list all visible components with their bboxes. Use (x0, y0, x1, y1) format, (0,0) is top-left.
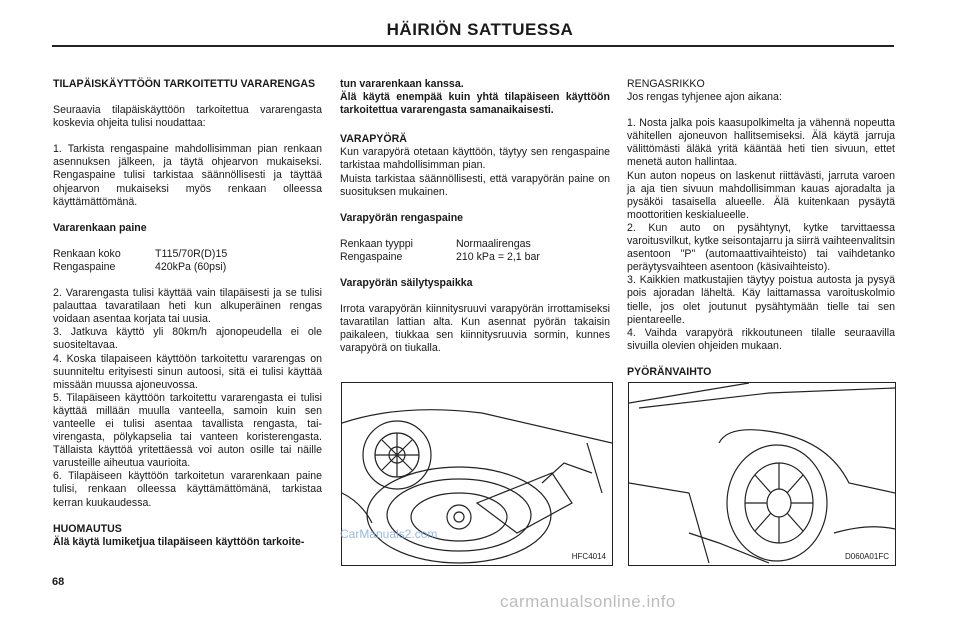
intro-paragraph: Seuraavia tilapäiskäyttöön tarkoitettua vararengasta koskevia ohjeita tulisi noudattaa: (53, 104, 322, 130)
spec-value: 210 kPa = 2,1 bar (456, 250, 540, 263)
step-3: 3. Kaikkien matkustajien täytyy poistua autosta ja pysyä pois ajoradan läheltä. Käy laittamassa varoituskolmio tielle, jos olet joutunut pysähtymään tielle tai sen pientareelle. (627, 274, 895, 326)
spec-value: Normaalirengas (456, 237, 531, 250)
spec-row-type (340, 238, 610, 251)
page-header-title: HÄIRIÖN SATTUESSA (386, 20, 574, 39)
instruction-3: 3. Jatkuva käyttö yli 80km/h ajonopeudella ei ole suositeltavaa. (53, 326, 322, 352)
figure-code: D060A01FC (844, 552, 889, 561)
column-right (627, 78, 895, 392)
watermark-right: carmanualsonline.info (500, 592, 676, 611)
header-rule (52, 45, 894, 47)
spec-value: 420kPa (60psi) (155, 260, 227, 273)
car-wheel-illustration (629, 383, 895, 565)
spec-row-size (53, 248, 322, 261)
figure-code: HFC4014 (571, 552, 606, 561)
spare-wheel-text-1: Kun varapyörä otetaan käyttöön, täytyy sen rengaspaine tarkistaa mahdollisimman pian. (340, 146, 610, 172)
flat-tire-title: RENGASRIKKO (627, 78, 705, 90)
spec-label: Renkaan koko (53, 247, 121, 260)
note-text: Älä käytä lumiketjua tilapäiseen käyttöön tarkoite- (53, 535, 305, 548)
watermark-left: CarManuals2.com (340, 527, 438, 541)
storage-heading: Varapyörän säilytyspaikka (340, 277, 473, 290)
figure-car-wheel (628, 382, 896, 566)
spec-row-pressure (53, 261, 322, 274)
page-number: 68 (52, 576, 65, 588)
spec-label: Renkaan tyyppi (340, 237, 414, 250)
instruction-2: 2. Vararengasta tulisi käyttää vain tilapäisesti ja se tulisi palauttaa tavaratilaan heti kun alkuperäinen rengas voidaan asentaa korjata tai uusia. (53, 287, 322, 326)
flat-tire-subtitle: Jos rengas tyhjenee ajon aikana: (627, 91, 782, 104)
instruction-4: 4. Koska tilapaiseen käyttöön tarkoitettu vararengas on suunniteltu erityisesti sinun autoosi, sitä ei tulisi käyttää missään muussa ajoneuvossa. (53, 352, 322, 391)
instruction-5: 5. Tilapäiseen käyttöön tarkoitettu vararengasta ei tulisi käyttää millään muulla vanteella, samoin kuin sen vanteelle ei tulisi asentaa tavallista rengasta, tai- virengasta, pölykapselia tai vanteen koristerengasta. Tällaista käyttöä yritettäessä voi auton osille tai näille varusteille aiheutua vaurioita. (53, 391, 322, 470)
column-middle (340, 78, 610, 369)
step-4: 4. Vaihda varapyörä rikkoutuneen tilalle seuraavilla sivuilla olevien ohjeiden mukaan. (627, 326, 895, 352)
temporary-spare-title: TILAPÄISKÄYTTÖÖN TARKOITETTU VARARENGAS (53, 78, 316, 90)
note-heading: HUOMAUTUS (53, 522, 122, 535)
spare-pressure-heading: Vararenkaan paine (53, 221, 147, 234)
step-1: 1. Nosta jalka pois kaasupolkimelta ja vähennä nopeutta vähitellen ajoneuvon hallitsemiseksi. Älä käytä jarruja välittömästi äläkä yritä kääntää heti tien sivuun, ettet menetä auton hallintaa. (627, 117, 895, 169)
spare-wheel-text-2: Muista tarkistaa säännöllisesti, että varapyörän paine on suosituksen mukainen. (340, 172, 610, 198)
storage-text: Irrota varapyörän kiinnitysruuvi varapyörän irrottamiseksi tavaratilan lattian alta. Kun asennat pyörän takaisin paikaleen, tiukkaa sen kiinnitysruuvia sormin, kunnes varapyörä on tiukalla. (340, 303, 610, 355)
spec-label: Rengaspaine (53, 260, 116, 273)
column-left (53, 78, 322, 562)
note-continued: tun vararenkaan kanssa. (340, 78, 464, 90)
step-1b: Kun auton nopeus on laskenut riittävästi, jarruta varoen ja aja tien sivuun mahdollisimman kauas ajoradalta ja pysäköi tasaisella alueelle. Älä kuitenkaan pysäytä moottoritien keskialueelle. (627, 169, 895, 221)
spare-pressure-heading: Varapyörän rengaspaine (340, 211, 464, 224)
step-2: 2. Kun auto on pysähtynyt, kytke tarvittaessa varoitusvilkut, kytke seisontajarru ja siirrä vaihteenvalitsin asentoon "P" (automaattivaihteisto) tai vaihdetanko peräytysvaihteen asentoon (käsivaihteisto). (627, 221, 895, 274)
spec-row-pressure (340, 251, 610, 264)
instruction-6: 6. Tilapäiseen käyttöön tarkoitetun vararenkaan paine tulisi, renkaan olleessa käyttämättömänä, tarkistaa kerran kuukaudessa. (53, 470, 322, 509)
wheel-change-heading: PYÖRÄNVAIHTO (627, 365, 712, 378)
spec-value: T115/70R(D)15 (155, 247, 228, 260)
instruction-1: 1. Tarkista rengaspaine mahdollisimman pian renkaan asennuksen jälkeen, ja täytä ohjearvon mukaiseksi. Rengaspaine tulisi tarkistaa säännöllisesti ja täyttää ohjearvon mukaiseksi myös renkaan olleessa käyttämättömänä. (53, 143, 322, 208)
spec-label: Rengaspaine (340, 250, 403, 263)
warning-text: Älä käytä enempää kuin yhtä tilapäiseen käyttöön tarkoitettua vararengasta samanaikaisesti. (340, 91, 610, 117)
spare-wheel-heading: VARAPYÖRÄ (340, 133, 407, 146)
